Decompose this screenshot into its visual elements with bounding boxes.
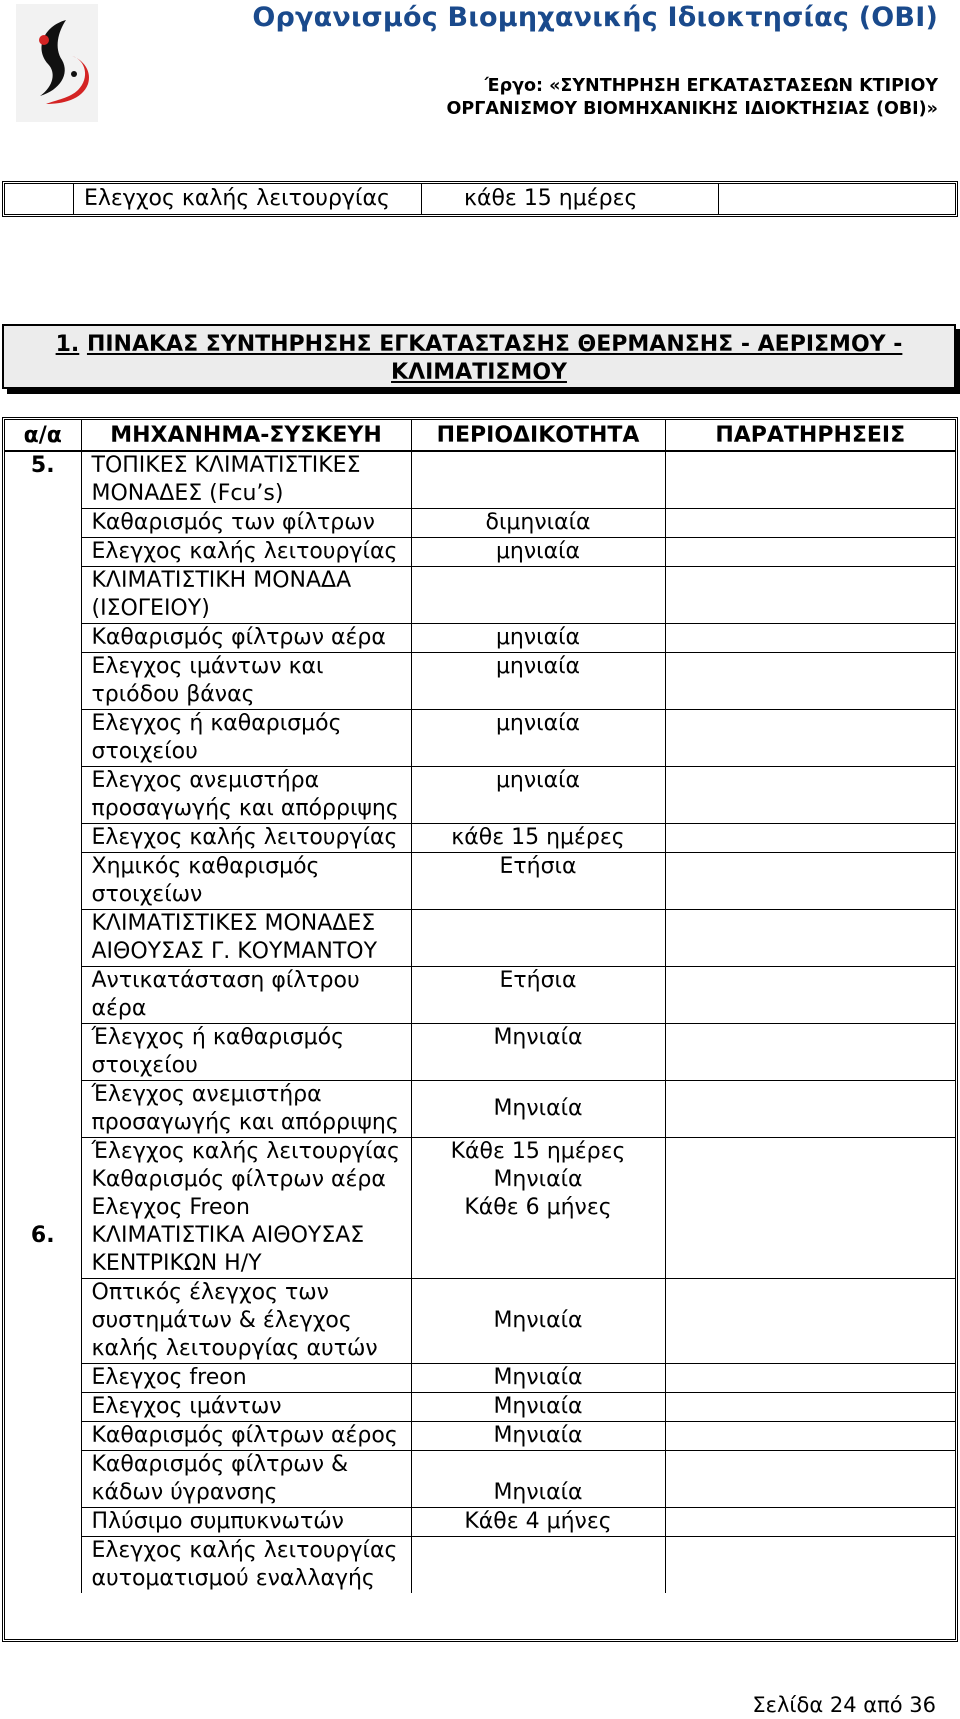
row-remarks xyxy=(665,1138,955,1167)
table-row xyxy=(5,1166,955,1194)
row-number xyxy=(5,1138,81,1167)
row-remarks xyxy=(665,653,955,710)
table-row xyxy=(5,653,955,710)
obi-logo-icon xyxy=(16,4,98,122)
row-number xyxy=(5,1451,81,1508)
row-number xyxy=(5,1537,81,1594)
row-item: ΤΟΠΙΚΕΣ ΚΛΙΜΑΤΙΣΤΙΚΕΣ ΜΟΝΑΔΕΣ (Fcu’s) xyxy=(81,451,411,509)
table-row xyxy=(5,1451,955,1508)
table-row xyxy=(5,1364,955,1393)
number-cell xyxy=(5,184,74,214)
row-remarks xyxy=(665,1166,955,1194)
row-remarks xyxy=(665,967,955,1024)
carryover-table xyxy=(2,181,958,217)
row-item: Έλεγχος ή καθαρισμός στοιχείου xyxy=(81,1024,411,1081)
table-row xyxy=(5,567,955,624)
table-row xyxy=(5,1537,955,1594)
row-item: Καθαρισμός φίλτρων αέρος xyxy=(81,1422,411,1451)
table-row xyxy=(5,1279,955,1364)
row-period: διμηνιαία xyxy=(411,509,665,538)
table-row xyxy=(5,1024,955,1081)
header-remarks: ΠΑΡΑΤΗΡΗΣΕΙΣ xyxy=(665,420,955,451)
row-number xyxy=(5,767,81,824)
row-item: Καθαρισμός των φίλτρων xyxy=(81,509,411,538)
row-period: Ετήσια xyxy=(411,853,665,910)
row-item: Ελεγχος καλής λειτουργίας αυτοματισμού εναλλαγής xyxy=(81,1537,411,1594)
table-row xyxy=(5,910,955,967)
row-item: Ελεγχος Freon xyxy=(81,1194,411,1222)
section-title xyxy=(2,324,956,389)
row-number xyxy=(5,624,81,653)
table-row xyxy=(5,853,955,910)
row-remarks xyxy=(665,451,955,509)
row-number xyxy=(5,710,81,767)
row-remarks xyxy=(665,1222,955,1279)
row-item: Ελεγχος ιμάντων και τριόδου βάνας xyxy=(81,653,411,710)
row-period: Μηνιαία xyxy=(411,1422,665,1451)
row-remarks xyxy=(665,1081,955,1138)
row-remarks xyxy=(665,1393,955,1422)
table-row xyxy=(5,1422,955,1451)
table-row xyxy=(5,1138,955,1167)
row-item: Έλεγχος καλής λειτουργίας xyxy=(81,1138,411,1167)
row-period xyxy=(411,1222,665,1279)
row-period xyxy=(411,1537,665,1594)
row-number xyxy=(5,1279,81,1364)
row-period xyxy=(411,451,665,509)
row-item: Έλεγχος ανεμιστήρα προσαγωγής και απόρριψης xyxy=(81,1081,411,1138)
row-period: Κάθε 15 ημέρες xyxy=(411,1138,665,1167)
row-period: Μηνιαία xyxy=(411,1024,665,1081)
row-period: Μηνιαία xyxy=(411,1393,665,1422)
row-number xyxy=(5,1508,81,1537)
organization-title: Οργανισμός Βιομηχανικής Ιδιοκτησίας (ΟΒΙ) xyxy=(252,2,938,33)
header-equipment: ΜΗΧΑΝΗΜΑ-ΣΥΣΚΕΥΗ xyxy=(81,420,411,451)
row-period: Μηνιαία xyxy=(411,1364,665,1393)
item-cell: Ελεγχος καλής λειτουργίας xyxy=(74,184,422,214)
row-remarks xyxy=(665,1422,955,1451)
row-item: Ελεγχος freon xyxy=(81,1364,411,1393)
table-row xyxy=(5,710,955,767)
row-item: ΚΛΙΜΑΤΙΣΤΙΚΕΣ ΜΟΝΑΔΕΣ ΑΙΘΟΥΣΑΣ Γ. ΚΟΥΜΑΝΤΟΥ xyxy=(81,910,411,967)
section-title-line-1 xyxy=(4,331,954,359)
row-period xyxy=(411,567,665,624)
row-period: Κάθε 4 μήνες xyxy=(411,1508,665,1537)
row-item: Ελεγχος ανεμιστήρα προσαγωγής και απόρριψης xyxy=(81,767,411,824)
row-item: Ελεγχος καλής λειτουργίας xyxy=(81,538,411,567)
row-number xyxy=(5,653,81,710)
row-number xyxy=(5,967,81,1024)
row-remarks xyxy=(665,1364,955,1393)
row-remarks xyxy=(665,767,955,824)
row-remarks xyxy=(665,910,955,967)
row-number xyxy=(5,824,81,853)
period-cell: κάθε 15 ημέρες xyxy=(422,184,719,214)
row-number xyxy=(5,853,81,910)
table-row xyxy=(5,1222,955,1279)
section-title-line-2 xyxy=(4,359,954,387)
table-row xyxy=(5,1081,955,1138)
row-remarks xyxy=(665,538,955,567)
row-period: μηνιαία xyxy=(411,653,665,710)
project-title-line-1: Έργο: «ΣΥΝΤΗΡΗΣΗ ΕΓΚΑΤΑΣΤΑΣΕΩΝ ΚΤΙΡΙΟΥ xyxy=(484,76,938,96)
row-item: Χημικός καθαρισμός στοιχείων xyxy=(81,853,411,910)
header-number: α/α xyxy=(5,420,81,451)
row-number: 6. xyxy=(30,1223,55,1248)
row-number xyxy=(5,567,81,624)
table-row xyxy=(5,451,955,509)
row-number xyxy=(5,1194,81,1222)
row-remarks xyxy=(665,1508,955,1537)
row-period: μηνιαία xyxy=(411,710,665,767)
remarks-cell xyxy=(719,184,956,214)
project-title-line-2: ΟΡΓΑΝΙΣΜΟΥ ΒΙΟΜΗΧΑΝΙΚΗΣ ΙΔΙΟΚΤΗΣΙΑΣ (ΟΒΙ)» xyxy=(446,99,938,119)
row-remarks xyxy=(665,1194,955,1222)
table-row xyxy=(5,767,955,824)
row-number xyxy=(5,509,81,538)
row-period: μηνιαία xyxy=(411,624,665,653)
row-remarks xyxy=(665,1451,955,1508)
row-item: ΚΛΙΜΑΤΙΣΤΙΚΑ ΑΙΘΟΥΣΑΣ ΚΕΝΤΡΙΚΩΝ Η/Υ xyxy=(81,1222,411,1279)
row-remarks xyxy=(665,1024,955,1081)
row-item: Ελεγχος ιμάντων xyxy=(81,1393,411,1422)
row-remarks xyxy=(665,624,955,653)
row-number xyxy=(5,1364,81,1393)
row-period: μηνιαία xyxy=(411,538,665,567)
row-number xyxy=(5,1422,81,1451)
table-row xyxy=(5,538,955,567)
row-number xyxy=(5,538,81,567)
table-row xyxy=(5,1508,955,1537)
row-number xyxy=(5,1393,81,1422)
row-item: Καθαρισμός φίλτρων αέρα xyxy=(81,624,411,653)
maintenance-table xyxy=(2,417,958,1642)
row-number xyxy=(5,1081,81,1138)
row-item: Πλύσιμο συμπυκνωτών xyxy=(81,1508,411,1537)
row-period: Ετήσια xyxy=(411,967,665,1024)
row-period: μηνιαία xyxy=(411,767,665,824)
row-period: Μηνιαία xyxy=(411,1279,665,1364)
row-period: Μηνιαία xyxy=(411,1451,665,1508)
row-period xyxy=(411,910,665,967)
row-item: Καθαρισμός φίλτρων & κάδων ύγρανσης xyxy=(81,1451,411,1508)
table-row xyxy=(5,824,955,853)
row-remarks xyxy=(665,853,955,910)
row-number xyxy=(5,1166,81,1194)
page-number: Σελίδα 24 από 36 xyxy=(752,1693,936,1717)
row-item: Ελεγχος ή καθαρισμός στοιχείου xyxy=(81,710,411,767)
row-item: Καθαρισμός φίλτρων αέρα xyxy=(81,1166,411,1194)
row-number xyxy=(5,910,81,967)
table-row xyxy=(5,1194,955,1222)
row-period: Μηνιαία xyxy=(411,1081,665,1138)
section-title-text-2: ΚΛΙΜΑΤΙΣΜΟΥ xyxy=(391,360,567,385)
table-row xyxy=(5,184,955,214)
row-remarks xyxy=(665,1537,955,1594)
row-remarks xyxy=(665,1279,955,1364)
row-item: Οπτικός έλεγχος των συστημάτων & έλεγχος καλής λειτουργίας αυτών xyxy=(81,1279,411,1364)
row-period: Μηνιαία xyxy=(411,1166,665,1194)
row-remarks xyxy=(665,509,955,538)
table-row xyxy=(5,967,955,1024)
row-item: Αντικατάσταση φίλτρου αέρα xyxy=(81,967,411,1024)
row-number xyxy=(5,1024,81,1081)
row-period: κάθε 15 ημέρες xyxy=(411,824,665,853)
header-frequency: ΠΕΡΙΟΔΙΚΟΤΗΤΑ xyxy=(411,420,665,451)
row-item: ΚΛΙΜΑΤΙΣΤΙΚΗ ΜΟΝΑΔΑ (ΙΣΟΓΕΙΟΥ) xyxy=(81,567,411,624)
section-number: 1. xyxy=(55,332,80,357)
row-period: Κάθε 6 μήνες xyxy=(411,1194,665,1222)
table-row xyxy=(5,1393,955,1422)
table-row xyxy=(5,509,955,538)
row-remarks xyxy=(665,567,955,624)
row-number: 5. xyxy=(30,453,55,478)
section-title-text-1: ΠΙΝΑΚΑΣ ΣΥΝΤΗΡΗΣΗΣ ΕΓΚΑΤΑΣΤΑΣΗΣ ΘΕΡΜΑΝΣΗΣ - ΑΕΡΙΣΜΟΥ - xyxy=(86,332,903,357)
row-remarks xyxy=(665,710,955,767)
row-remarks xyxy=(665,824,955,853)
row-item: Ελεγχος καλής λειτουργίας xyxy=(81,824,411,853)
table-row xyxy=(5,624,955,653)
table-header-row xyxy=(5,420,955,451)
